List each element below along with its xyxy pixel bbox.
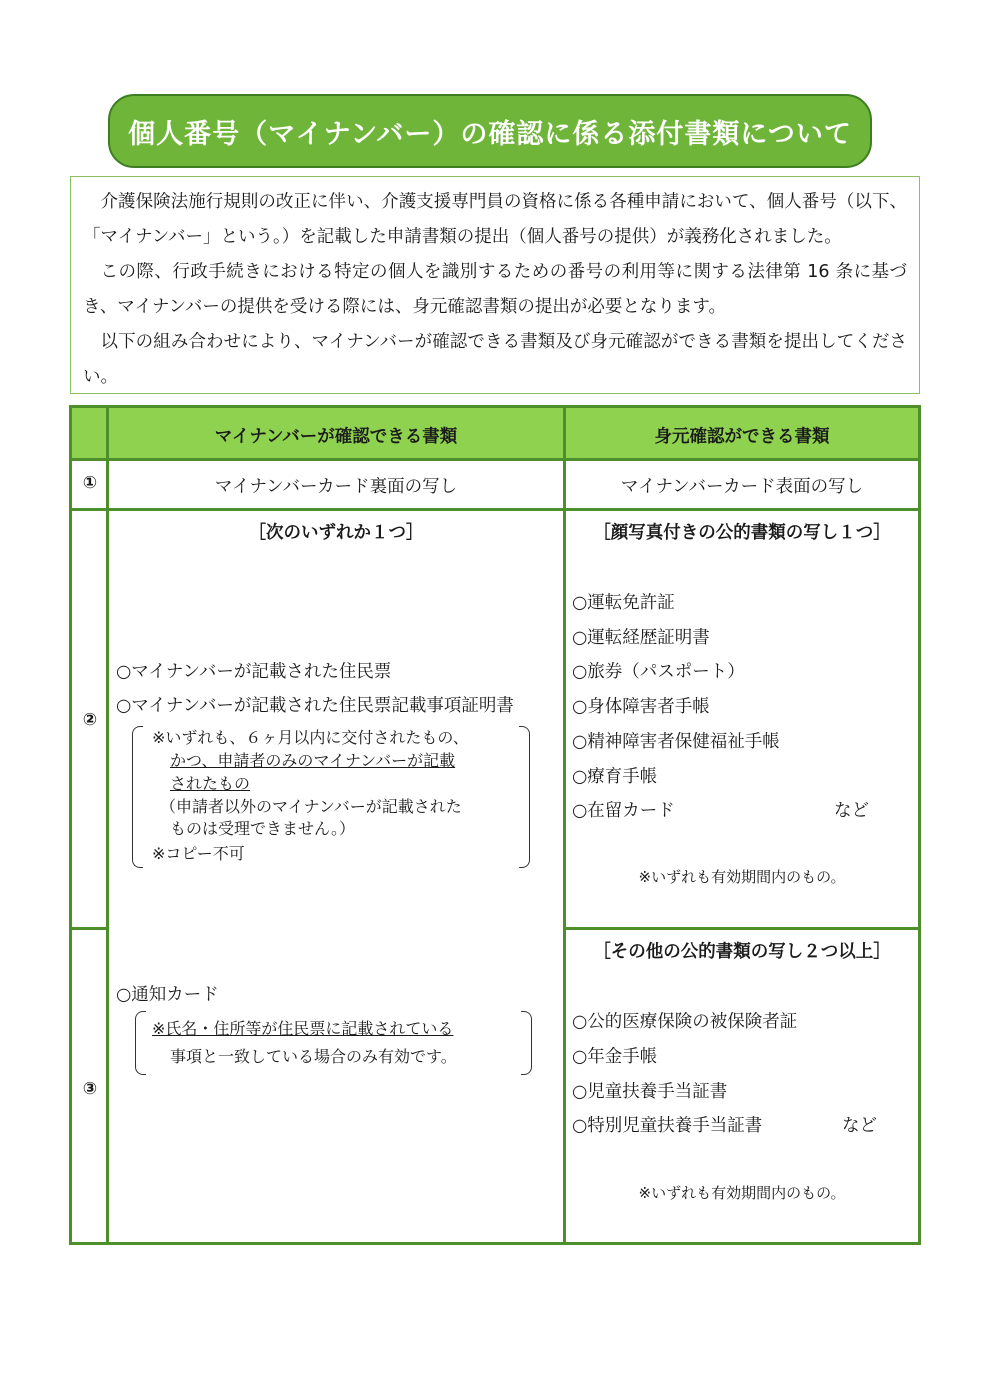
- row-number-3: ③: [82, 1079, 98, 1099]
- note-bracket-right: [521, 1011, 532, 1075]
- row2-note-line: ※いずれも、６ヶ月以内に交付されたもの、: [152, 728, 469, 747]
- row3-identity-item: ○児童扶養手当証書: [572, 1082, 728, 1102]
- row2-identity-heading: ［顔写真付きの公的書類の写し１つ］: [593, 523, 891, 543]
- row3-mynumber-item: ○通知カード: [116, 985, 219, 1005]
- row2-note-line: されたもの: [170, 774, 251, 793]
- note-bracket-left: [135, 1011, 146, 1075]
- row3-identity-item: ○年金手帳: [572, 1047, 658, 1067]
- row3-note-line: 事項と一致している場合のみ有効です。: [170, 1047, 457, 1066]
- row2-note-line: かつ、申請者のみのマイナンバーが記載: [170, 751, 456, 770]
- row2-identity-note: ※いずれも有効期間内のもの。: [638, 868, 846, 886]
- row2-identity-item: ○在留カード: [572, 801, 675, 821]
- row2-mynumber-item: ○マイナンバーが記載された住民票: [116, 662, 392, 682]
- row3-note-line: ※氏名・住所等が住民票に記載されている: [152, 1019, 454, 1038]
- row2-note-line: （申請者以外のマイナンバーが記載された: [160, 797, 462, 816]
- row3-identity-note: ※いずれも有効期間内のもの。: [638, 1184, 846, 1202]
- row3-identity-etc: など: [842, 1116, 877, 1136]
- row1-identity-doc: マイナンバーカード表面の写し: [620, 477, 864, 497]
- row2-note-line: ※コピー不可: [152, 844, 245, 863]
- row2-identity-item: ○精神障害者保健福祉手帳: [572, 732, 780, 752]
- row2-mynumber-heading: ［次のいずれか１つ］: [248, 523, 424, 543]
- row2-identity-etc: など: [834, 801, 869, 821]
- intro-paragraph-3: 以下の組み合わせにより、マイナンバーが確認できる書類及び身元確認ができる書類を提出してください。: [83, 332, 907, 387]
- header-identity-docs: 身元確認ができる書類: [654, 427, 830, 447]
- row2-identity-item: ○身体障害者手帳: [572, 697, 710, 717]
- row2-identity-item: ○療育手帳: [572, 767, 658, 787]
- intro-paragraph-2: この際、行政手続きにおける特定の個人を識別するための番号の利用等に関する法律第 16 条に基づき、マイナンバーの提供を受ける際には、身元確認書類の提出が必要となります。: [83, 262, 907, 317]
- row2-identity-item: ○運転経歴証明書: [572, 628, 710, 648]
- note-bracket-left: [132, 726, 143, 868]
- row2-note-line: ものは受理できません。）: [170, 819, 355, 838]
- grid-line: [72, 508, 918, 511]
- intro-box: [70, 176, 920, 394]
- grid-line: [563, 927, 918, 930]
- page-title-banner: [108, 94, 872, 168]
- row-number-1: ①: [82, 473, 98, 493]
- row2-identity-item: ○旅券（パスポート）: [572, 662, 745, 682]
- note-bracket-right: [519, 726, 530, 868]
- grid-line: [72, 927, 108, 930]
- row1-mynumber-doc: マイナンバーカード裏面の写し: [214, 477, 458, 497]
- row-number-2: ②: [82, 710, 98, 730]
- intro-paragraph-1: 介護保険法施行規則の改正に伴い、介護支援専門員の資格に係る各種申請において、個人番号（以下、「マイナンバー」という。）を記載した申請書類の提出（個人番号の提供）が義務化されました。: [83, 192, 907, 247]
- row2-mynumber-item: ○マイナンバーが記載された住民票記載事項証明書: [116, 696, 514, 716]
- grid-line: [72, 458, 918, 461]
- documents-table: [69, 405, 921, 1245]
- row3-identity-heading: ［その他の公的書類の写し２つ以上］: [593, 942, 891, 962]
- row3-identity-item: ○公的医療保険の被保険者証: [572, 1012, 798, 1032]
- header-mynumber-docs: マイナンバーが確認できる書類: [214, 427, 458, 447]
- page-title: 個人番号（マイナンバー）の確認に係る添付書類について: [128, 118, 852, 150]
- row3-identity-item: ○特別児童扶養手当証書: [572, 1116, 763, 1136]
- row2-identity-item: ○運転免許証: [572, 593, 675, 613]
